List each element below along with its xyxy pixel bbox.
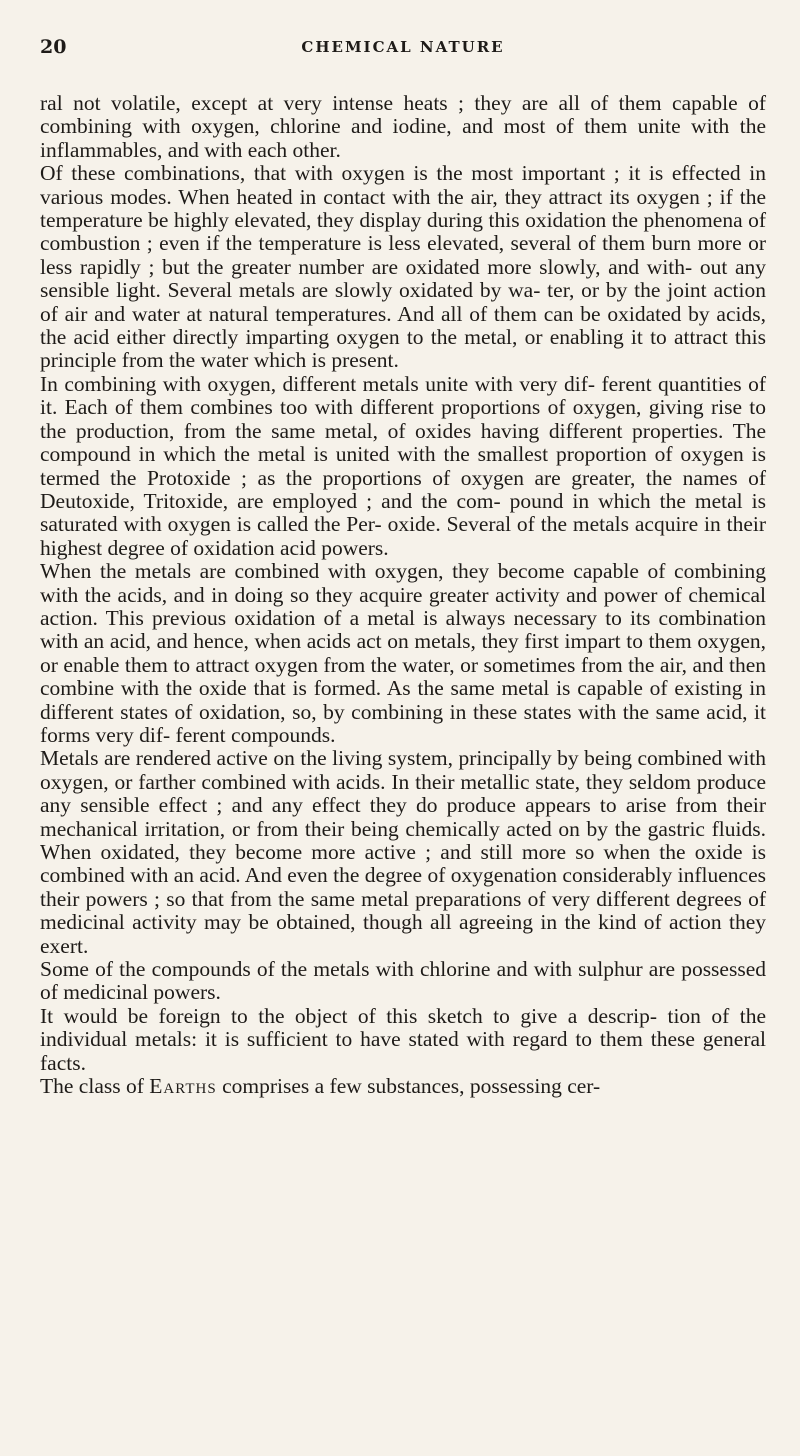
running-title: CHEMICAL NATURE [301, 38, 505, 56]
paragraph-1: ral not volatile, except at very intense heats ; they are all of them capable of combining with oxygen, chlorine and iodine, and most of them unite with the inflammables, and with each other. [40, 91, 766, 162]
running-head [40, 36, 766, 64]
paragraph-5: Metals are rendered active on the living system, principally by being combined with oxygen, or farther combined with acids. In their metallic state, they seldom produce any sensible effect ; and any effect they do produce appears to arise from their mechanical irritation, or from their being chemically acted on by the gastric fluids. When oxidated, they become more active ; and still more so when the oxide is combined with an acid. And even the degree of oxygenation considerably influences their powers ; so that from the same metal preparations of very different degrees of medicinal activity may be obtained, though all agreeing in the kind of action they exert. [40, 746, 766, 958]
paragraph-8-start: The class of [40, 1074, 150, 1099]
paragraph-6: Some of the compounds of the metals with chlorine and with sulphur are possessed of medicinal powers. [40, 957, 766, 1005]
paragraph-3: In combining with oxygen, different metals unite with very dif- ferent quantities of it. Each of them combines too with different proportions of oxygen, giving rise to the production, from the same metal, of oxides having different properties. The compound in which the metal is united with the smallest proportion of oxygen is termed the Protoxide ; as the proportions of oxygen are greater, the names of Deutoxide, Tritoxide, are employed ; and the com- pound in which the metal is saturated with oxygen is called the Per- oxide. Several of the metals acquire in their highest degree of oxidation acid powers. [40, 371, 766, 560]
page-number: 20 [40, 36, 67, 58]
paragraph-2: Of these combinations, that with oxygen is the most important ; it is effected in various modes. When heated in contact with the air, they attract its oxygen ; if the temperature be highly elevated, they display during this oxidation the phenomena of combustion ; even if the temperature is less elevated, several of them burn more or less rapidly ; but the greater number are oxidated more slowly, and with- out any sensible light. Several metals are slowly oxidated by wa- ter, or by the joint action of air and water at natural temperatures. And all of them can be oxidated by acids, the acid either directly imparting oxygen to the metal, or enabling it to attract this principle from the water which is present. [40, 161, 766, 373]
paragraph-8-end: comprises a few substances, possessing cer- [216, 1074, 601, 1099]
earths-term: Earths [149, 1074, 217, 1099]
paragraph-4: When the metals are combined with oxygen, they become capable of combining with the acids, and in doing so they acquire greater activity and power of chemical action. This previous oxidation of a metal is always necessary to its combination with an acid, and hence, when acids act on metals, they first impart to them oxygen, or enable them to attract oxygen from the water, or sometimes from the air, and then combine with the oxide that is formed. As the same metal is capable of existing in different states of oxidation, so, by combining in these states with the same acid, it forms very dif- ferent compounds. [40, 559, 766, 747]
body-text [40, 92, 766, 1098]
paragraph-8 [40, 1075, 766, 1098]
paragraph-7: It would be foreign to the object of this sketch to give a descrip- tion of the individual metals: it is sufficient to have stated with regard to them these general facts. [40, 1003, 766, 1075]
